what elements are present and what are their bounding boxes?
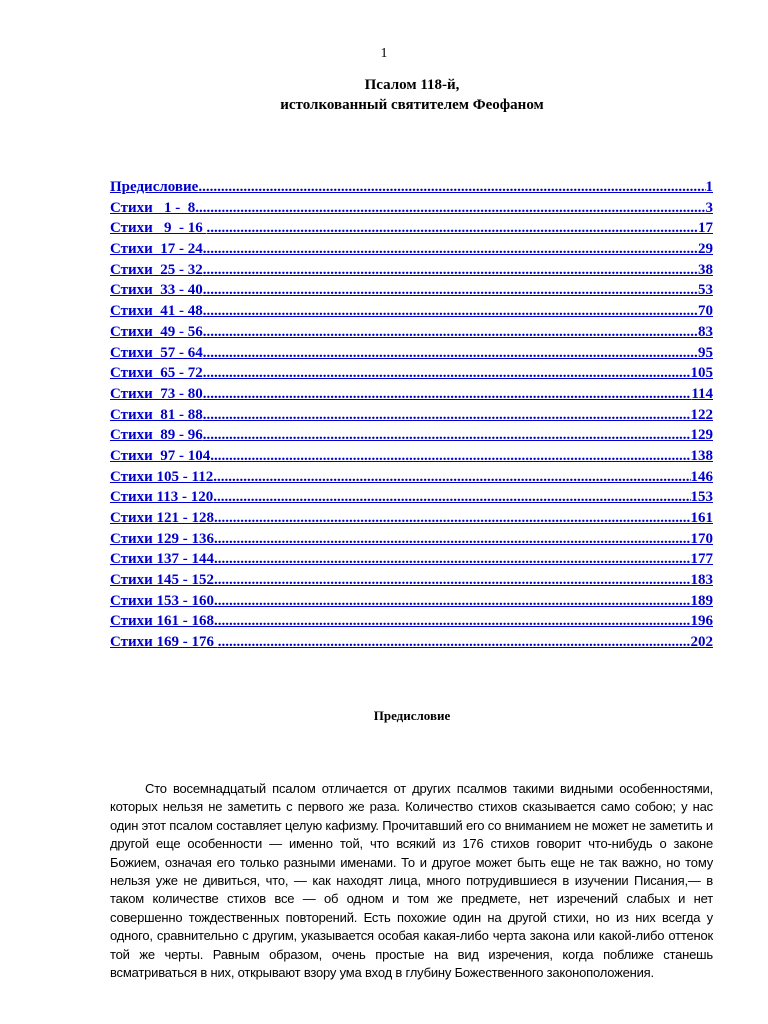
toc-entry[interactable] — [110, 282, 713, 303]
toc-entry-page: 105 — [690, 365, 713, 382]
title-line-2: истолкованный святителем Феофаном — [280, 97, 544, 113]
toc-leader-dots — [203, 241, 698, 258]
toc-entry-page: 95 — [698, 344, 713, 361]
toc-entry-label: Стихи 137 - 144 — [110, 551, 215, 568]
toc-entry[interactable] — [110, 262, 713, 283]
toc-entry-page: 189 — [690, 592, 713, 609]
toc-leader-dots — [214, 531, 690, 548]
toc-entry[interactable] — [110, 634, 713, 655]
toc-entry-label: Стихи 9 - 16 — [110, 220, 207, 237]
toc-leader-dots — [214, 572, 690, 589]
toc-entry-label: Стихи 97 - 104 — [110, 447, 211, 464]
toc-entry-page: 17 — [698, 220, 713, 237]
toc-entry-page: 161 — [690, 510, 713, 526]
toc-entry-page: 29 — [698, 241, 713, 258]
toc-entry[interactable] — [110, 241, 713, 262]
toc-leader-dots — [214, 510, 690, 527]
toc-entry-page: 129 — [690, 427, 713, 444]
toc-entry-label: Стихи 65 - 72 — [110, 365, 203, 382]
toc-leader-dots — [213, 469, 690, 486]
toc-entry-page: 138 — [690, 447, 713, 464]
title-line-1: Псалом 118-й, — [364, 77, 460, 93]
toc-leader-dots — [203, 262, 698, 279]
toc-entry-label: Стихи 1 - 8 — [110, 199, 196, 216]
toc-entry-page: 3 — [705, 199, 713, 216]
toc-entry-label: Стихи 129 - 136 — [110, 530, 215, 547]
table-of-contents — [110, 179, 713, 655]
toc-entry[interactable] — [110, 469, 713, 490]
toc-leader-dots — [218, 634, 691, 651]
toc-entry-label: Стихи 33 - 40 — [110, 282, 203, 299]
toc-entry[interactable] — [110, 365, 713, 386]
toc-entry[interactable] — [110, 572, 713, 593]
toc-entry-label: Стихи 57 - 64 — [110, 344, 203, 361]
toc-entry-label: Стихи 105 - 112 — [110, 468, 214, 485]
toc-entry-label: Стихи 25 - 32 — [110, 261, 203, 278]
toc-leader-dots — [195, 200, 705, 217]
toc-entry-page: 114 — [691, 385, 713, 402]
toc-entry-page: 146 — [690, 468, 713, 485]
toc-entry-page: 1 — [705, 179, 713, 195]
body-paragraph: Сто восемнадцатый псалом отличается от других псалмов такими видными особенностями, которых нельзя не заметить с первого же раза. Количество стихов сказывается само собою; у нас один этот псалом составляет целую кафизму. Прочитавший его со вниманием не может не заметить и другой еще особенности — именно той, что всякий из 176 стихов говорит что-нибудь о законе Божием, означая его только разными именами. То и другое может быть еще не так важно, но тому нельзя уже не дивиться, что, — как находят лица, много потрудившиеся в изучении Писания,— в таком количестве стихов все — об одном и том же предмете, нет изречений слабых и нет совершенно тождественных повторений. Есть похожие один на другой стихи, но из них всегда у одного, сравнительно с другим, указывается особая какая-либо черта закона или какой-либо оттенок той же черты. Равным образом, очень простые на вид изречения, когда поближе станешь всматриваться в них, открывают взору ума вход в глубину Божественного законоположения. — [110, 781, 713, 981]
toc-leader-dots — [198, 179, 705, 196]
section-heading-preface: Предисловие — [373, 708, 451, 723]
toc-entry-label: Стихи 49 - 56 — [110, 323, 203, 340]
toc-entry[interactable] — [110, 448, 713, 469]
toc-entry-label: Стихи 161 - 168 — [110, 613, 215, 630]
toc-entry[interactable] — [110, 386, 713, 407]
toc-entry[interactable] — [110, 220, 713, 241]
toc-entry-page: 202 — [690, 634, 713, 651]
toc-entry[interactable] — [110, 303, 713, 324]
toc-entry-label: Стихи 113 - 120 — [110, 489, 214, 506]
toc-entry-label: Стихи 41 - 48 — [110, 303, 203, 320]
page-number: 1 — [380, 46, 388, 61]
toc-entry-page: 183 — [690, 572, 713, 589]
toc-entry-label: Предисловие — [110, 179, 199, 195]
toc-entry-preface[interactable] — [110, 179, 713, 200]
toc-entry[interactable] — [110, 593, 713, 614]
toc-entry-page: 38 — [698, 261, 713, 278]
toc-entry-page: 170 — [690, 530, 713, 547]
toc-leader-dots — [203, 386, 692, 403]
toc-entry-label: Стихи 81 - 88 — [110, 406, 203, 423]
toc-entry[interactable] — [110, 407, 713, 428]
toc-entry-page: 196 — [690, 613, 713, 630]
toc-entry-label: Стихи 153 - 160 — [110, 592, 215, 609]
toc-entry-page: 70 — [698, 303, 713, 320]
toc-entry-page: 83 — [698, 323, 713, 340]
toc-entry[interactable] — [110, 531, 713, 552]
toc-leader-dots — [203, 407, 691, 424]
toc-entry-page: 122 — [690, 406, 713, 423]
toc-leader-dots — [203, 345, 698, 362]
toc-entry[interactable] — [110, 551, 713, 572]
toc-entry[interactable] — [110, 427, 713, 448]
toc-leader-dots — [203, 427, 691, 444]
document-title — [0, 75, 768, 115]
toc-leader-dots — [213, 489, 690, 506]
toc-leader-dots — [203, 303, 698, 320]
toc-leader-dots — [203, 282, 698, 299]
toc-leader-dots — [207, 220, 698, 237]
toc-entry[interactable] — [110, 613, 713, 634]
toc-entry-label: Стихи 169 - 176 — [110, 634, 218, 651]
toc-leader-dots — [210, 448, 690, 465]
toc-leader-dots — [214, 613, 690, 630]
toc-entry-page: 53 — [698, 282, 713, 299]
toc-entry[interactable] — [110, 200, 713, 221]
toc-entry-label: Стихи 121 - 128 — [110, 510, 215, 526]
toc-entry[interactable] — [110, 510, 713, 531]
toc-leader-dots — [203, 365, 691, 382]
toc-entry[interactable] — [110, 345, 713, 366]
toc-entry-page: 153 — [690, 489, 713, 506]
toc-leader-dots — [214, 551, 690, 568]
toc-entry-label: Стихи 17 - 24 — [110, 241, 203, 258]
toc-entry[interactable] — [110, 489, 713, 510]
toc-leader-dots — [214, 593, 690, 610]
toc-leader-dots — [203, 324, 698, 341]
toc-entry[interactable] — [110, 324, 713, 345]
toc-entry-page: 177 — [690, 551, 713, 568]
toc-entry-label: Стихи 73 - 80 — [110, 385, 203, 402]
toc-entry-label: Стихи 89 - 96 — [110, 427, 203, 444]
toc-entry-label: Стихи 145 - 152 — [110, 572, 215, 589]
